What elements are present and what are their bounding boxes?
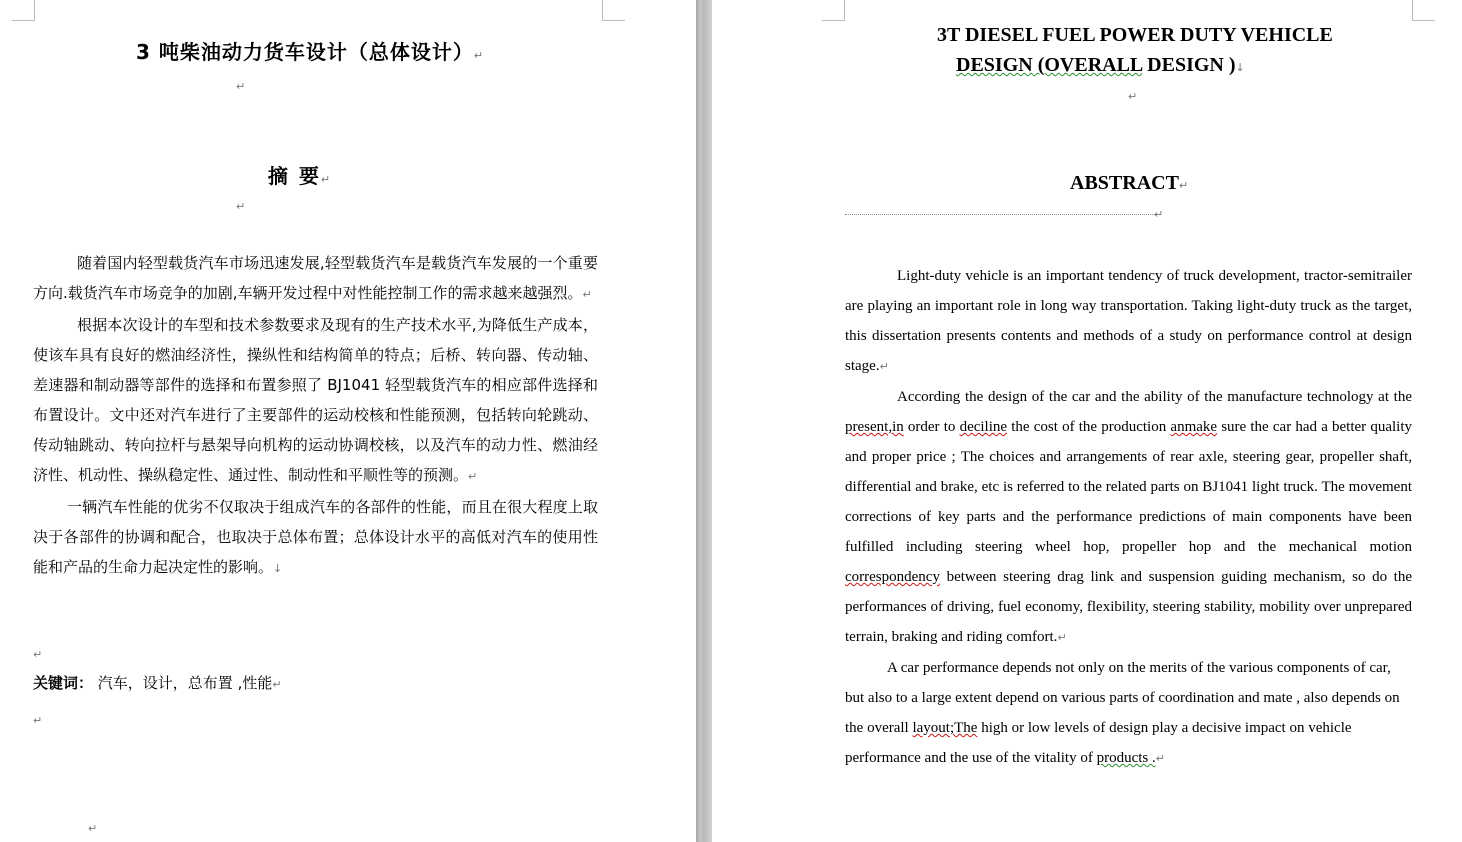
chinese-paragraph-1[interactable] [33, 248, 598, 310]
left-document-page[interactable] [0, 0, 696, 842]
english-title-overall-word: (OVERALL [1032, 54, 1143, 76]
english-paragraph-2-text-g: sure the car had a better quality and proper price ; The choices and arrangements of rear axle, steering gear, propeller shaft, differential and brake, etc is referred to the related parts on BJ1041 light truck. The movement corrections of key parts and the performance predictions of main components have been fulfilled including steering wheel hop, propeller hop and the mechanical motion [845, 419, 1413, 555]
paragraph-mark-icon: ↵ [1057, 631, 1067, 644]
keywords-line[interactable] [33, 668, 282, 700]
english-title-line-1: 3T DIESEL FUEL POWER DUTY VEHICLE [937, 24, 1333, 46]
right-page-corner-mark-left [822, 0, 845, 21]
english-abstract-heading-text: ABSTRACT [1070, 172, 1179, 194]
chinese-paragraph-3[interactable] [33, 492, 598, 584]
english-paragraph-1[interactable] [845, 261, 1412, 382]
spelling-error-word[interactable]: correspondency [845, 569, 940, 585]
right-page-corner-mark-right [1412, 0, 1435, 21]
spelling-error-word[interactable]: present,in [845, 419, 904, 435]
english-title-design-word: DESIGN [956, 54, 1033, 76]
spelling-error-word[interactable]: anmake [1170, 419, 1218, 435]
english-abstract-heading [1070, 172, 1188, 195]
paragraph-mark-icon: ↵ [879, 360, 889, 373]
keywords-label: 关键词： [33, 674, 94, 692]
english-paragraph-3-text-a: A car performance depends not only on the merits of the various components of car, but also to a large extent depend on various parts of coordination and mate , also depends on the overall [845, 660, 1400, 736]
paragraph-mark-icon: ↵ [1128, 90, 1138, 103]
line-break-mark-icon: ↓ [273, 562, 283, 575]
chinese-paragraph-1-text: 随着国内轻型载货汽车市场迅速发展,轻型载货汽车是载货汽车发展的一个重要方向.载货汽车市场竞争的加剧,车辆开发过程中对性能控制工作的需求越来越强烈。 [33, 254, 598, 302]
paragraph-mark-icon: ↵ [1178, 179, 1189, 192]
spelling-error-word[interactable]: deciline [959, 419, 1008, 435]
paragraph-mark-icon: ↵ [1155, 752, 1165, 765]
spelling-error-word[interactable]: layout;The [912, 720, 978, 736]
paragraph-mark-icon: ↵ [473, 49, 485, 62]
dotted-divider-line [845, 214, 1155, 215]
english-paragraph-2-text-a: According the design of the car and the ability of the manufacture technology at the [897, 389, 1412, 405]
paragraph-mark-icon: ↵ [468, 470, 478, 483]
grammar-flag-word[interactable]: products . [1096, 750, 1156, 766]
paragraph-mark-icon: ↵ [1154, 208, 1164, 221]
right-document-page[interactable] [712, 0, 1462, 842]
english-paragraph-2-text-c: order to [903, 419, 960, 435]
paragraph-mark-icon: ↵ [236, 80, 246, 93]
english-paragraph-3-text-c: high or low levels of design play a decisive impact on vehicle performance and the use of the vitality of [845, 720, 1352, 766]
page-gap-divider [696, 0, 712, 842]
left-page-corner-mark-left [12, 0, 35, 21]
english-title-design-suffix: DESIGN ) [1142, 54, 1236, 76]
keywords-text: 汽车，设计，总布置 ,性能 [97, 674, 273, 692]
english-title [894, 20, 1374, 83]
chinese-abstract-heading [0, 160, 600, 189]
paragraph-mark-icon: ↵ [33, 648, 43, 661]
paragraph-mark-icon: ↵ [272, 678, 282, 691]
chinese-title-text: 3 吨柴油动力货车设计（总体设计） [135, 40, 474, 64]
paragraph-mark-icon: ↵ [582, 288, 592, 301]
chinese-paragraph-3-text: 一辆汽车性能的优劣不仅取决于组成汽车的各部件的性能，而且在很大程度上取决于各部件的协调和配合，也取决于总体布置；总体设计水平的高低对汽车的使用性能和产品的生命力起决定性的影响。 [33, 498, 598, 576]
paragraph-mark-icon: ↵ [320, 173, 333, 186]
english-abstract-body[interactable] [845, 261, 1412, 774]
paragraph-mark-icon: ↵ [88, 822, 98, 835]
chinese-abstract-body[interactable] [33, 248, 598, 584]
chinese-paragraph-2[interactable] [33, 310, 598, 492]
english-title-line-2 [894, 50, 1374, 83]
chinese-title [0, 36, 620, 65]
paragraph-mark-icon: ↵ [33, 714, 43, 727]
english-paragraph-2-text-i: between steering drag link and suspension guiding mechanism, so do the performances of driving, fuel economy, flexibility, steering stability, mobility over unprepared terrain, braking and riding comfort. [845, 569, 1412, 645]
english-paragraph-2-text-e: the cost of the production [1007, 419, 1171, 435]
line-break-mark-icon: ↓ [1235, 61, 1245, 74]
chinese-paragraph-2-text: 根据本次设计的车型和技术参数要求及现有的生产技术水平,为降低生产成本，使该车具有良好的燃油经济性，操纵性和结构简单的特点；后桥、转向器、传动轴、差速器和制动器等部件的选择和布置参照了 BJ1041 轻型载货汽车的相应部件选择和布置设计。文中还对汽车进行了主要部件的运动校核和性能预测，包括转向轮跳动、传动轴跳动、转向拉杆与悬架导向机构的运动协调校核，以及汽车的动力性、燃油经济性、机动性、操纵稳定性、通过性、制动性和平顺性等的预测。 [33, 316, 598, 484]
paragraph-mark-icon: ↵ [236, 200, 246, 213]
english-paragraph-2[interactable] [845, 382, 1412, 653]
chinese-abstract-heading-text: 摘 要 [267, 164, 321, 188]
english-paragraph-3[interactable] [845, 653, 1412, 774]
english-paragraph-1-text: Light-duty vehicle is an important tendency of truck development, tractor-semitrailer are playing an important role in long way transportation. Taking light-duty truck as the target, this dissertation presents contents and methods of a study on performance control at design stage. [845, 268, 1412, 374]
left-page-corner-mark-right [602, 0, 625, 21]
